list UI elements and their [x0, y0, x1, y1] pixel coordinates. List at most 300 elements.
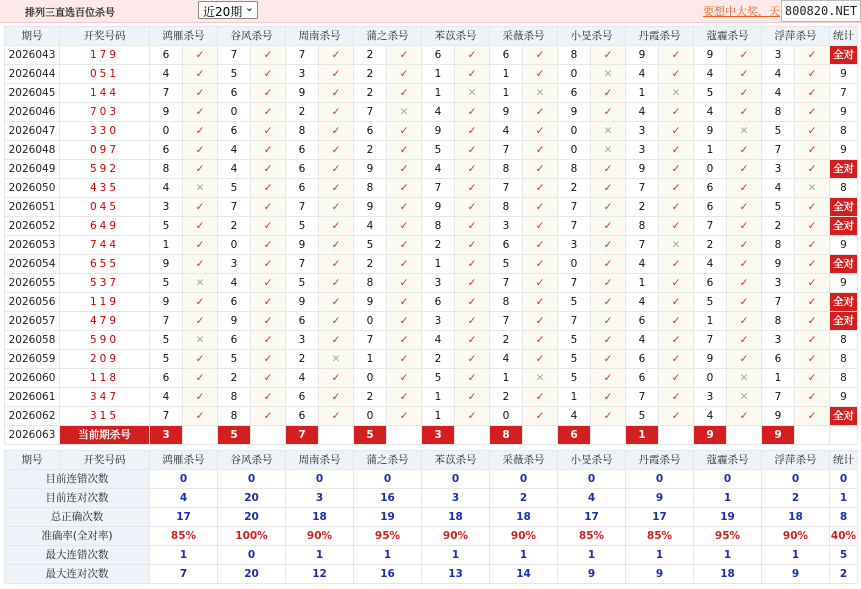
kill-number-cell: 1 — [490, 84, 523, 103]
total-cell: 全对 — [830, 255, 858, 274]
check-icon: ✓ — [727, 312, 762, 331]
check-icon: ✓ — [319, 331, 354, 350]
check-icon: ✓ — [251, 46, 286, 65]
kill-number-cell: 6 — [762, 350, 795, 369]
kill-number-cell: 2 — [694, 236, 727, 255]
empty-cell — [659, 426, 694, 445]
kill-number-cell: 5 — [218, 350, 251, 369]
period-cell: 2026050 — [5, 179, 60, 198]
kill-number-cell: 4 — [150, 388, 183, 407]
stats-label: 目前连错次数 — [5, 470, 150, 489]
draw-numbers-cell: 703 — [60, 103, 150, 122]
kill-number-cell: 5 — [354, 236, 387, 255]
column-header: 期号 — [5, 451, 60, 470]
kill-number-cell: 4 — [422, 331, 455, 350]
kill-number-cell: 4 — [218, 141, 251, 160]
draw-numbers-cell: 347 — [60, 388, 150, 407]
check-icon: ✓ — [387, 274, 422, 293]
kill-number-cell: 6 — [490, 236, 523, 255]
check-icon: ✓ — [251, 369, 286, 388]
period-cell: 2026052 — [5, 217, 60, 236]
stats-label: 目前连对次数 — [5, 489, 150, 508]
kill-number-cell: 6 — [558, 84, 591, 103]
kill-number-cell: 0 — [558, 141, 591, 160]
kill-number-cell: 5 — [218, 65, 251, 84]
kill-number-cell: 9 — [626, 160, 659, 179]
kill-number-cell: 7 — [354, 103, 387, 122]
empty-cell — [727, 426, 762, 445]
stats-value: 7 — [150, 565, 218, 584]
check-icon: ✓ — [659, 407, 694, 426]
check-icon: ✓ — [523, 179, 558, 198]
kill-number-cell: 4 — [150, 179, 183, 198]
stats-row — [5, 508, 858, 527]
check-icon: ✓ — [319, 198, 354, 217]
check-icon: ✓ — [795, 84, 830, 103]
empty-cell — [795, 426, 830, 445]
page-title: 排列三直选百位杀号 — [25, 8, 115, 19]
stats-value: 0 — [286, 470, 354, 489]
check-icon: ✓ — [727, 141, 762, 160]
check-icon: ✓ — [251, 293, 286, 312]
stats-value: 9 — [626, 489, 694, 508]
check-icon: ✓ — [727, 179, 762, 198]
check-icon: ✓ — [795, 198, 830, 217]
stats-row — [5, 565, 858, 584]
kill-number-cell: 8 — [762, 236, 795, 255]
check-icon: ✓ — [523, 388, 558, 407]
check-icon: ✓ — [727, 331, 762, 350]
stats-value: 17 — [558, 508, 626, 527]
stats-value: 3 — [422, 489, 490, 508]
kill-number-cell: 8 — [762, 103, 795, 122]
stats-value: 1 — [830, 489, 858, 508]
kill-number-cell: 3 — [150, 198, 183, 217]
kill-number-cell: 7 — [218, 46, 251, 65]
kill-number-cell: 0 — [558, 255, 591, 274]
stats-value: 20 — [218, 489, 286, 508]
check-icon: ✓ — [387, 198, 422, 217]
check-icon: ✓ — [659, 312, 694, 331]
current-kill-number: 9 — [762, 426, 795, 445]
column-header: 统计 — [830, 27, 858, 46]
kill-number-cell: 4 — [762, 84, 795, 103]
total-cell: 9 — [830, 65, 858, 84]
stats-value: 18 — [490, 508, 558, 527]
kill-number-cell: 5 — [286, 274, 319, 293]
kill-number-cell: 8 — [218, 407, 251, 426]
current-kill-number: 1 — [626, 426, 659, 445]
kill-number-cell: 7 — [762, 141, 795, 160]
stats-row — [5, 489, 858, 508]
draw-numbers-cell: 479 — [60, 312, 150, 331]
table-row — [5, 65, 858, 84]
check-icon: ✓ — [591, 160, 626, 179]
stats-label: 最大连错次数 — [5, 546, 150, 565]
cross-icon: ✕ — [319, 350, 354, 369]
kill-number-cell: 2 — [354, 388, 387, 407]
kill-number-cell: 0 — [218, 103, 251, 122]
draw-numbers-cell: 592 — [60, 160, 150, 179]
table-row — [5, 312, 858, 331]
kill-number-cell: 8 — [626, 217, 659, 236]
kill-number-cell: 1 — [626, 84, 659, 103]
check-icon: ✓ — [455, 331, 490, 350]
stats-value: 90% — [286, 527, 354, 546]
kill-number-cell: 5 — [558, 350, 591, 369]
kill-number-cell: 9 — [694, 46, 727, 65]
kill-number-cell: 7 — [762, 388, 795, 407]
check-icon: ✓ — [319, 274, 354, 293]
cross-icon: ✕ — [727, 388, 762, 407]
check-icon: ✓ — [795, 312, 830, 331]
check-icon: ✓ — [183, 236, 218, 255]
check-icon: ✓ — [591, 236, 626, 255]
column-header: 鸿雁杀号 — [150, 451, 218, 470]
draw-numbers-cell: 144 — [60, 84, 150, 103]
check-icon: ✓ — [455, 122, 490, 141]
stats-value: 0 — [354, 470, 422, 489]
table-row — [5, 293, 858, 312]
check-icon: ✓ — [387, 293, 422, 312]
draw-numbers-cell: 744 — [60, 236, 150, 255]
current-kill-number: 9 — [694, 426, 727, 445]
total-cell: 9 — [830, 388, 858, 407]
kill-number-cell: 4 — [558, 407, 591, 426]
column-header: 谷风杀号 — [218, 451, 286, 470]
stats-value: 1 — [354, 546, 422, 565]
check-icon: ✓ — [795, 407, 830, 426]
kill-number-cell: 0 — [150, 122, 183, 141]
check-icon: ✓ — [387, 160, 422, 179]
kill-number-cell: 6 — [286, 179, 319, 198]
kill-number-cell: 3 — [490, 217, 523, 236]
column-header: 苯苡杀号 — [422, 27, 490, 46]
kill-number-cell: 7 — [762, 293, 795, 312]
stats-label: 准确率(全对率) — [5, 527, 150, 546]
check-icon: ✓ — [795, 274, 830, 293]
kill-number-cell: 6 — [286, 160, 319, 179]
kill-number-cell: 6 — [626, 350, 659, 369]
kill-number-cell: 1 — [694, 141, 727, 160]
kill-number-cell: 6 — [218, 293, 251, 312]
kill-number-cell: 8 — [558, 46, 591, 65]
kill-number-cell: 4 — [626, 293, 659, 312]
cross-icon: ✕ — [523, 369, 558, 388]
period-cell: 2026056 — [5, 293, 60, 312]
total-cell: 8 — [830, 331, 858, 350]
kill-number-cell: 6 — [694, 198, 727, 217]
stats-value: 85% — [558, 527, 626, 546]
current-kill-number: 6 — [558, 426, 591, 445]
kill-number-cell: 1 — [422, 84, 455, 103]
check-icon: ✓ — [523, 46, 558, 65]
column-header: 周南杀号 — [286, 27, 354, 46]
table-row — [5, 179, 858, 198]
check-icon: ✓ — [523, 65, 558, 84]
check-icon: ✓ — [319, 236, 354, 255]
column-header: 周南杀号 — [286, 451, 354, 470]
kill-number-cell: 3 — [762, 160, 795, 179]
kill-number-cell: 3 — [762, 46, 795, 65]
stats-value: 1 — [286, 546, 354, 565]
kill-number-cell: 6 — [422, 46, 455, 65]
kill-number-cell: 5 — [218, 179, 251, 198]
kill-number-cell: 1 — [422, 407, 455, 426]
kill-number-cell: 5 — [626, 407, 659, 426]
column-header: 开奖号码 — [60, 27, 150, 46]
kill-number-cell: 3 — [286, 331, 319, 350]
stats-value: 16 — [354, 565, 422, 584]
kill-number-cell: 7 — [558, 198, 591, 217]
table-row — [5, 122, 858, 141]
stats-value: 16 — [354, 489, 422, 508]
check-icon: ✓ — [659, 198, 694, 217]
check-icon: ✓ — [795, 46, 830, 65]
table-row — [5, 369, 858, 388]
check-icon: ✓ — [727, 255, 762, 274]
kill-number-cell: 7 — [626, 388, 659, 407]
kill-number-cell: 4 — [694, 65, 727, 84]
kill-number-cell: 7 — [286, 198, 319, 217]
kill-number-cell: 7 — [490, 179, 523, 198]
kill-number-cell: 3 — [626, 141, 659, 160]
check-icon: ✓ — [455, 236, 490, 255]
stats-value: 1 — [694, 546, 762, 565]
stats-value: 2 — [830, 565, 858, 584]
kill-number-cell: 9 — [422, 122, 455, 141]
stats-row — [5, 546, 858, 565]
stats-value: 90% — [422, 527, 490, 546]
check-icon: ✓ — [251, 65, 286, 84]
check-icon: ✓ — [659, 65, 694, 84]
kill-number-cell: 7 — [694, 217, 727, 236]
kill-number-cell: 2 — [354, 84, 387, 103]
check-icon: ✓ — [387, 179, 422, 198]
promo-link[interactable]: 要想中大奖，天 — [703, 5, 780, 18]
check-icon: ✓ — [251, 331, 286, 350]
column-header: 谷风杀号 — [218, 27, 286, 46]
period-select[interactable] — [198, 1, 258, 19]
stats-value: 1 — [422, 546, 490, 565]
draw-numbers-cell: 315 — [60, 407, 150, 426]
check-icon: ✓ — [319, 388, 354, 407]
cross-icon: ✕ — [727, 369, 762, 388]
draw-numbers-cell: 119 — [60, 293, 150, 312]
kill-number-cell: 4 — [218, 274, 251, 293]
kill-number-cell: 4 — [762, 179, 795, 198]
kill-number-cell: 6 — [694, 274, 727, 293]
check-icon: ✓ — [795, 236, 830, 255]
kill-number-cell: 0 — [218, 236, 251, 255]
kill-number-cell: 5 — [150, 331, 183, 350]
stats-value: 0 — [218, 546, 286, 565]
kill-number-cell: 7 — [490, 274, 523, 293]
kill-number-cell: 1 — [150, 236, 183, 255]
stats-value: 1 — [150, 546, 218, 565]
stats-value: 9 — [558, 565, 626, 584]
check-icon: ✓ — [183, 312, 218, 331]
column-header: 蒲之杀号 — [354, 27, 422, 46]
check-icon: ✓ — [795, 122, 830, 141]
kill-number-cell: 6 — [218, 331, 251, 350]
check-icon: ✓ — [591, 388, 626, 407]
current-period-cell: 2026063 — [5, 426, 60, 445]
check-icon: ✓ — [591, 217, 626, 236]
check-icon: ✓ — [523, 217, 558, 236]
kill-number-cell: 7 — [626, 236, 659, 255]
kill-number-cell: 9 — [286, 84, 319, 103]
check-icon: ✓ — [251, 103, 286, 122]
cross-icon: ✕ — [795, 179, 830, 198]
stats-value: 18 — [694, 565, 762, 584]
check-icon: ✓ — [659, 179, 694, 198]
stats-value: 90% — [490, 527, 558, 546]
check-icon: ✓ — [455, 46, 490, 65]
kill-number-cell: 3 — [286, 65, 319, 84]
kill-number-cell: 8 — [422, 217, 455, 236]
column-header: 鸿雁杀号 — [150, 27, 218, 46]
column-header: 浮萍杀号 — [762, 27, 830, 46]
kill-number-cell: 0 — [558, 122, 591, 141]
kill-number-cell: 6 — [286, 141, 319, 160]
period-cell: 2026062 — [5, 407, 60, 426]
kill-number-cell: 1 — [626, 274, 659, 293]
check-icon: ✓ — [183, 160, 218, 179]
kill-number-cell: 7 — [694, 331, 727, 350]
table-row — [5, 46, 858, 65]
check-icon: ✓ — [727, 274, 762, 293]
kill-number-cell: 8 — [490, 198, 523, 217]
stats-value: 85% — [150, 527, 218, 546]
total-cell: 全对 — [830, 160, 858, 179]
cross-icon: ✕ — [183, 179, 218, 198]
kill-number-cell: 3 — [558, 236, 591, 255]
column-header: 采薇杀号 — [490, 27, 558, 46]
draw-numbers-cell: 435 — [60, 179, 150, 198]
cross-icon: ✕ — [387, 103, 422, 122]
table-row — [5, 274, 858, 293]
kill-number-cell: 1 — [422, 65, 455, 84]
period-cell: 2026061 — [5, 388, 60, 407]
stats-value: 1 — [626, 546, 694, 565]
period-cell: 2026060 — [5, 369, 60, 388]
total-cell: 8 — [830, 369, 858, 388]
stats-value: 19 — [354, 508, 422, 527]
check-icon: ✓ — [795, 217, 830, 236]
check-icon: ✓ — [387, 369, 422, 388]
kill-number-cell: 6 — [626, 369, 659, 388]
check-icon: ✓ — [183, 46, 218, 65]
check-icon: ✓ — [455, 65, 490, 84]
stats-table — [4, 450, 858, 584]
period-cell: 2026055 — [5, 274, 60, 293]
kill-number-cell: 3 — [694, 388, 727, 407]
kill-number-cell: 6 — [422, 293, 455, 312]
kill-number-cell: 9 — [354, 198, 387, 217]
check-icon: ✓ — [455, 141, 490, 160]
chevron-down-icon: ⌄ — [244, 1, 254, 14]
stats-value: 4 — [150, 489, 218, 508]
draw-numbers-cell: 649 — [60, 217, 150, 236]
kill-number-cell: 3 — [218, 255, 251, 274]
check-icon: ✓ — [591, 369, 626, 388]
kill-number-cell: 5 — [558, 293, 591, 312]
check-icon: ✓ — [795, 293, 830, 312]
stats-value: 14 — [490, 565, 558, 584]
check-icon: ✓ — [319, 217, 354, 236]
kill-number-cell: 5 — [694, 84, 727, 103]
check-icon: ✓ — [659, 160, 694, 179]
check-icon: ✓ — [591, 46, 626, 65]
period-cell: 2026045 — [5, 84, 60, 103]
kill-number-cell: 4 — [490, 350, 523, 369]
period-cell: 2026057 — [5, 312, 60, 331]
check-icon: ✓ — [659, 46, 694, 65]
total-cell: 9 — [830, 103, 858, 122]
check-icon: ✓ — [455, 388, 490, 407]
kill-number-cell: 9 — [150, 293, 183, 312]
check-icon: ✓ — [183, 255, 218, 274]
kill-number-cell: 0 — [490, 407, 523, 426]
kill-number-cell: 8 — [218, 388, 251, 407]
column-header: 浮萍杀号 — [762, 451, 830, 470]
check-icon: ✓ — [183, 407, 218, 426]
check-icon: ✓ — [387, 141, 422, 160]
column-header: 丹霞杀号 — [626, 451, 694, 470]
stats-value: 9 — [762, 565, 830, 584]
kill-number-cell: 6 — [694, 179, 727, 198]
draw-numbers-cell: 209 — [60, 350, 150, 369]
draw-numbers-cell: 330 — [60, 122, 150, 141]
total-cell: 8 — [830, 350, 858, 369]
check-icon: ✓ — [387, 350, 422, 369]
kill-number-cell: 9 — [762, 255, 795, 274]
check-icon: ✓ — [183, 122, 218, 141]
column-header: 开奖号码 — [60, 451, 150, 470]
check-icon: ✓ — [319, 255, 354, 274]
stats-value: 100% — [218, 527, 286, 546]
kill-number-cell: 4 — [694, 103, 727, 122]
kill-number-cell: 8 — [354, 274, 387, 293]
kill-number-cell: 1 — [354, 350, 387, 369]
table-row — [5, 103, 858, 122]
kill-number-cell: 4 — [626, 65, 659, 84]
draw-numbers-cell: 097 — [60, 141, 150, 160]
kill-number-cell: 4 — [286, 369, 319, 388]
total-cell: 9 — [830, 274, 858, 293]
stats-value: 95% — [694, 527, 762, 546]
kill-number-cell: 7 — [150, 312, 183, 331]
kill-number-cell: 2 — [218, 217, 251, 236]
check-icon: ✓ — [523, 293, 558, 312]
total-cell: 8 — [830, 122, 858, 141]
kill-number-cell: 3 — [762, 274, 795, 293]
kill-number-cell: 6 — [286, 407, 319, 426]
stats-value: 2 — [762, 489, 830, 508]
kill-number-cell: 2 — [422, 350, 455, 369]
kill-number-cell: 3 — [626, 122, 659, 141]
cross-icon: ✕ — [591, 122, 626, 141]
stats-value: 1 — [762, 546, 830, 565]
stats-value: 85% — [626, 527, 694, 546]
check-icon: ✓ — [251, 179, 286, 198]
empty-cell — [455, 426, 490, 445]
kill-number-cell: 0 — [354, 312, 387, 331]
stats-row — [5, 470, 858, 489]
kill-number-cell: 5 — [150, 274, 183, 293]
period-select-value: 近20期 — [203, 5, 243, 19]
